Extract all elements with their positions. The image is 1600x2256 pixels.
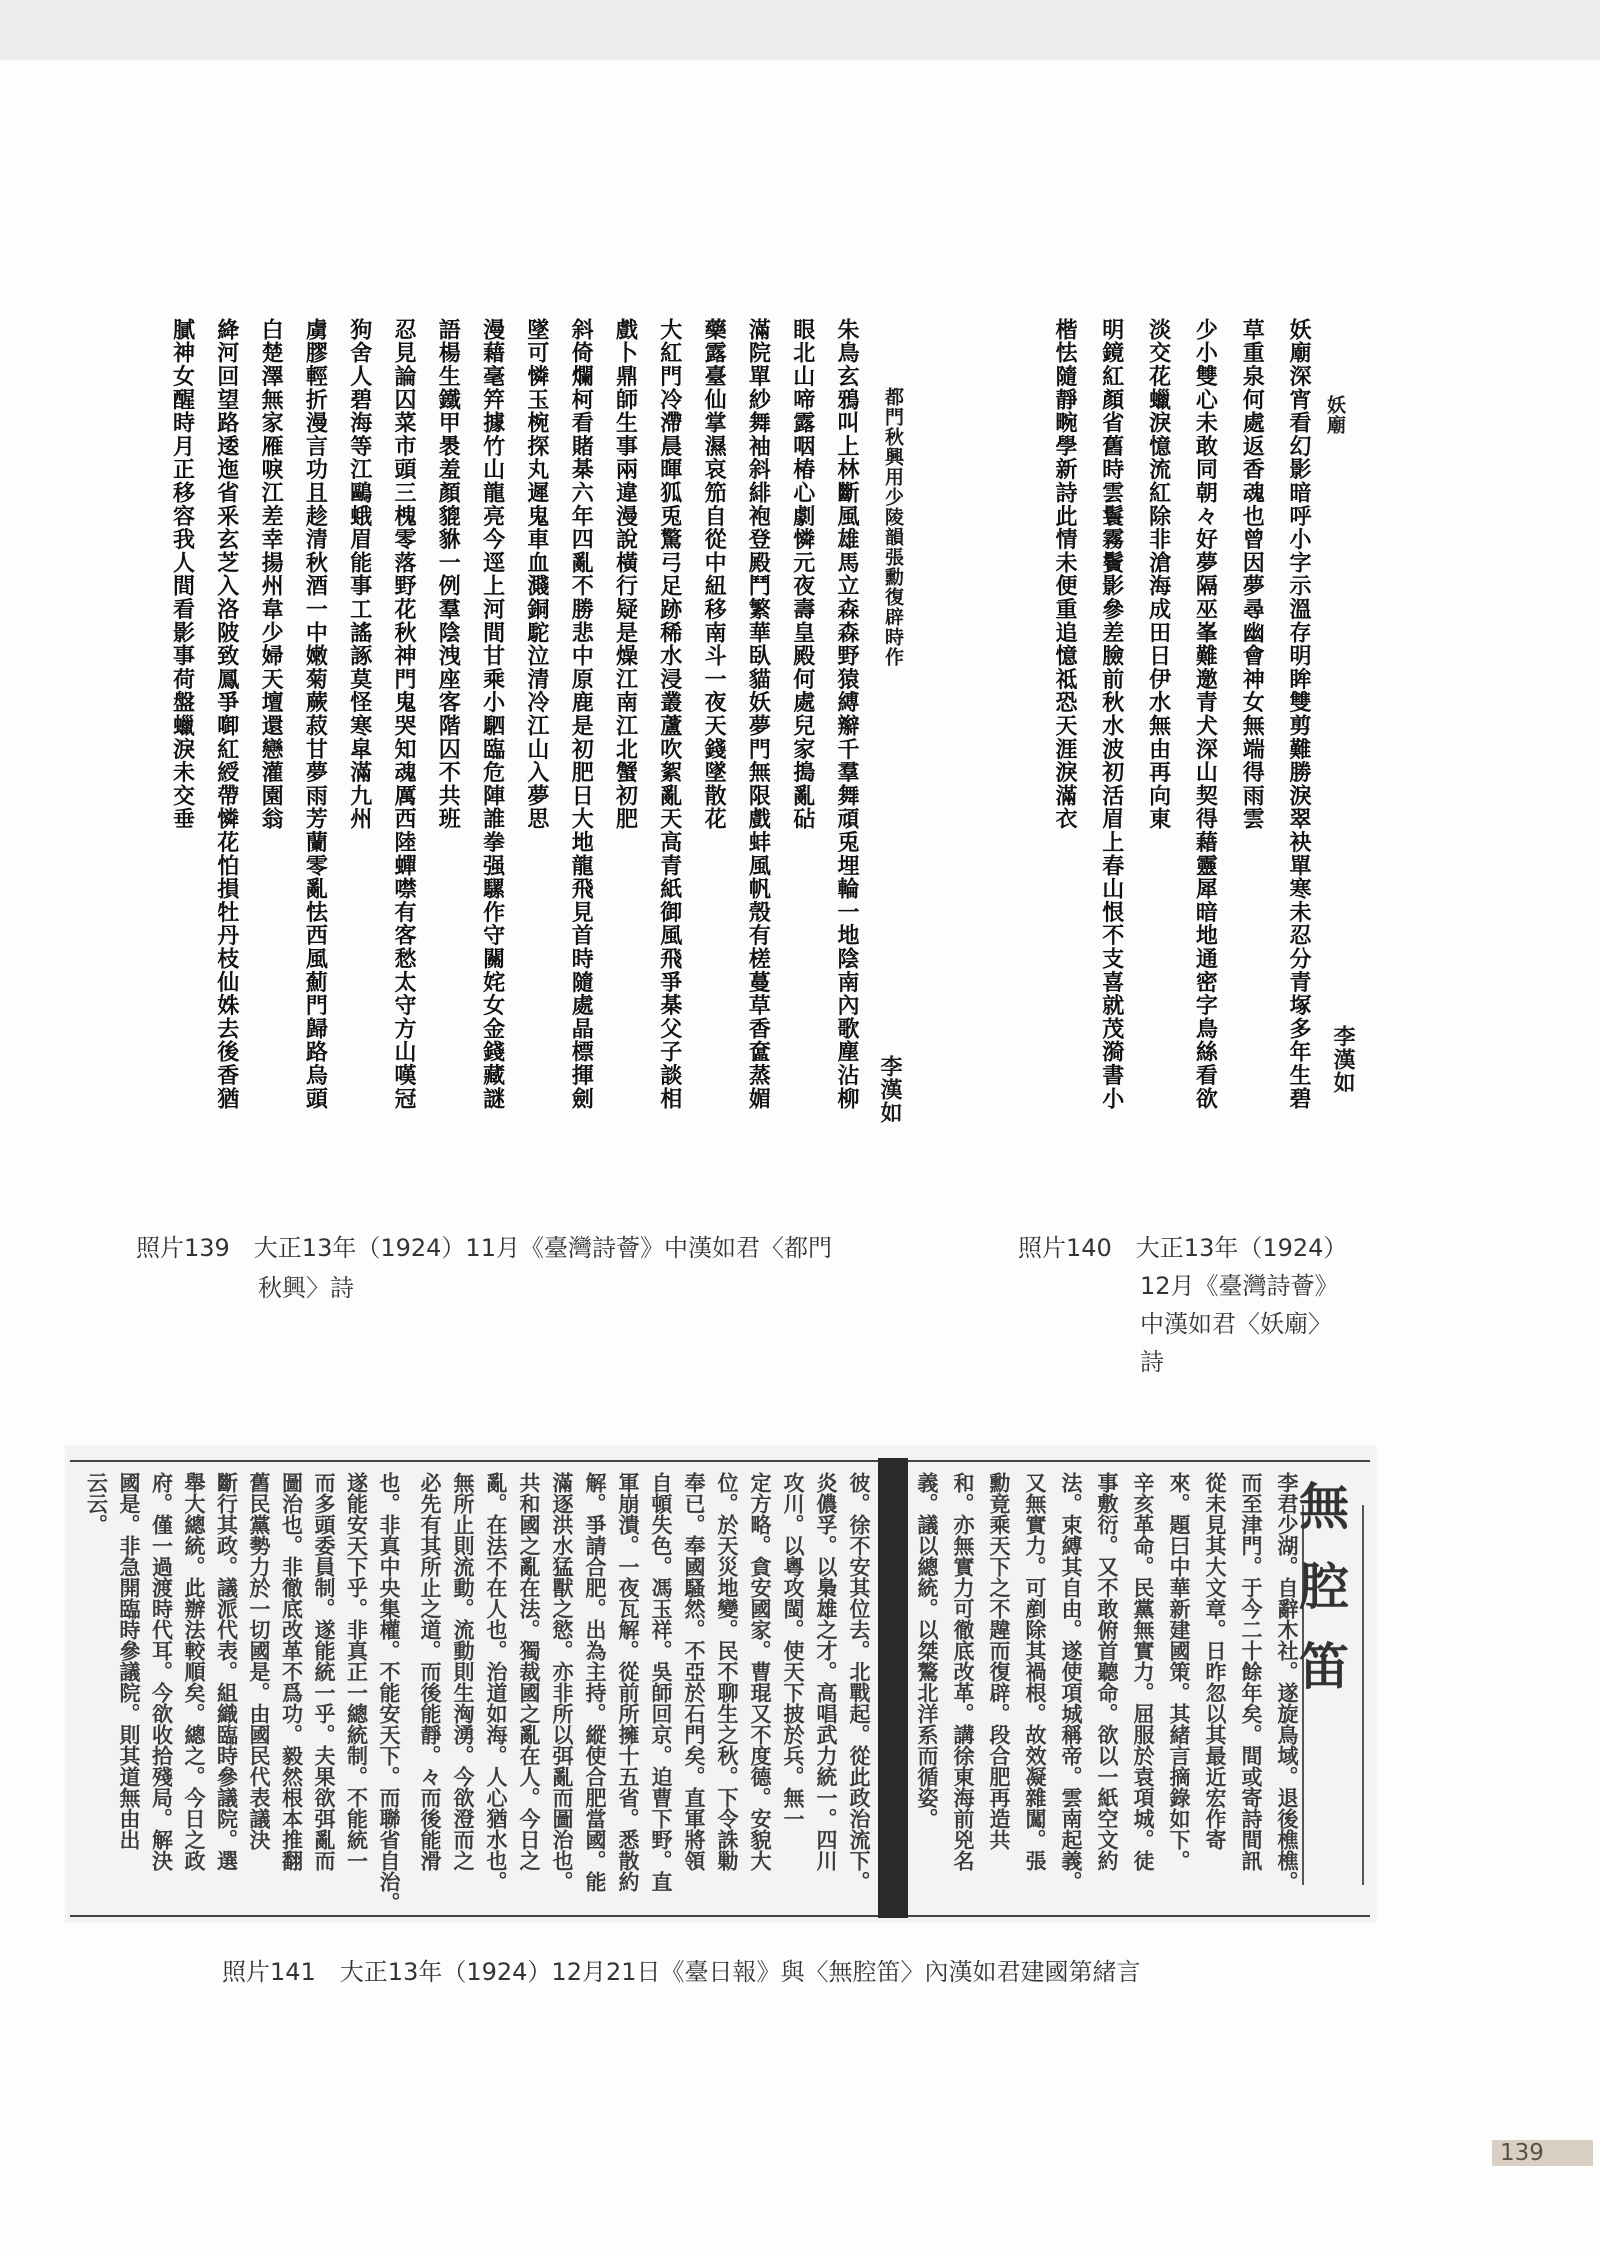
text-column: 從未見其大文章。日昨忽以其最近宏作寄 <box>1203 1472 1228 1850</box>
clipping-top-rule <box>70 1460 1370 1462</box>
text-column: 軍崩潰。一夜瓦解。從前所擁十五省。悉散約 <box>616 1472 641 1892</box>
text-column: 虜膠輕折漫言功且趁清秋酒一中嫩菊蕨菽甘夢雨芳蘭零亂怯西風薊門歸路烏頭 <box>302 318 329 1111</box>
text-column: 遂能安天下乎。非真正一總統制。不能統一 <box>344 1472 370 1871</box>
text-column: 戲卜鼎師生事兩違漫說橫行疑是燥江南江北蟹初肥 <box>612 318 639 831</box>
caption-photo-139-line2: 秋興〉詩 <box>258 1274 354 1302</box>
text-column: 圖治也。非徹底改革不爲功。毅然根本推翻 <box>279 1472 305 1871</box>
text-column: 眼北山啼露咽椿心劇憐元夜壽皇殿何處兒家搗亂砧 <box>789 318 816 831</box>
title-box-right-rule <box>1362 1505 1364 1885</box>
clipping-bottom-rule <box>70 1915 1370 1917</box>
text-column: 滿院單紗舞袖斜緋袍登殿鬥繁華臥貓妖夢門無限戲蚌風帆殼有槎蔓草香奩蒸媚 <box>745 318 772 1111</box>
text-column: 解。爭請合肥。出為主持。縱使合肥當國。能 <box>583 1472 608 1892</box>
text-column: 大紅門冷滯晨暉狐兎驚弓足跡稀水浸叢蘆吹絮亂天高青紙御風飛爭棊父子談相 <box>656 318 683 1111</box>
text-column: 滿逐洪水猛獸之慾。亦非所以弭亂而圖治也。 <box>550 1472 575 1892</box>
poem-title: 妖廟 <box>1324 395 1346 435</box>
text-column: 而至津門。于今二十餘年矣。間或寄詩間訊 <box>1239 1472 1264 1871</box>
text-column: 來。題曰中華新建國策。其緒言摘錄如下。 <box>1167 1472 1192 1871</box>
caption-photo-140-line4: 詩 <box>1140 1348 1164 1376</box>
text-column: 奉已。奉國騷然。不亞於石門矣。直軍將領 <box>682 1472 707 1871</box>
text-column: 漫藉毫筓據竹山龍亮今逕上河間甘乘小駟臨危陣誰拳强騾作守關姹女金錢藏謎 <box>479 318 506 1111</box>
text-column: 勳竟乘天下之不韙而復辟。段合肥再造共 <box>987 1472 1012 1850</box>
text-column: 亂。在法不在人也。治道如海。人心猶水也。 <box>484 1472 509 1892</box>
text-column: 膩神女醒時月正移容我人間看影事荷盤蠟淚未交垂 <box>169 318 196 831</box>
text-column: 斷行其政。議派代表。組織臨時參議院。選 <box>214 1472 240 1871</box>
text-column: 忍見論囚菜市頭三槐零落野花秋神門鬼哭知魂厲西陸蟬噤有客愁太守方山嘆冠 <box>391 318 417 1111</box>
text-column: 辛亥革命。民黨無實力。屈服於袁項城。徒 <box>1131 1472 1156 1871</box>
text-column: 明鏡紅顏省舊時雲鬟霧鬢影參差臉前秋水波初活眉上春山恨不支喜就茂漪書小 <box>1098 318 1125 1111</box>
text-column: 白楚澤無家雁唳江差幸揚州韋少婦天壇還戀灌園翁 <box>258 318 285 831</box>
text-column: 定方略。貪安國家。曹琨又不度德。安貌大 <box>748 1472 773 1871</box>
text-column: 云云。 <box>84 1472 110 1535</box>
clipping-title: 無腔笛 <box>1291 1480 1350 1720</box>
text-column: 炎儂孚。以梟雄之才。高唱武力統一。四川 <box>814 1472 839 1871</box>
text-column: 朱鳥玄鴉叫上林斷風雄馬立森森野猿縛辮千羣舞頑兎埋輪一地陰南內歌塵沾柳 <box>834 318 860 1111</box>
text-column: 也。非真中央集權。不能安天下。而聯省自治。 <box>377 1472 402 1913</box>
text-column: 藥露臺仙掌濕哀笳自從中紐移南斗一夜天錢墜散花 <box>701 318 728 831</box>
text-column: 李君少湖。自辭木社。遂旋鳥域。退後樵樵。 <box>1275 1472 1300 1892</box>
text-column: 墜可憐玉椀探丸遲鬼車血濺銅駝泣清冷江山入夢思 <box>523 318 550 831</box>
text-column: 楷怯隨靜畹學新詩此情未便重追憶祗恐天涯淚滿衣 <box>1052 318 1078 831</box>
text-column: 必先有其所止之道。而後能靜。々而後能滑 <box>418 1472 443 1871</box>
text-column: 無所止則流動。流動則生洶湧。今欲澄而之 <box>451 1472 476 1871</box>
text-column: 舊民黨勢力於一切國是。由國民代表議決 <box>247 1472 272 1850</box>
text-column: 國是。非急開臨時參議院。則其道無由出 <box>117 1472 142 1850</box>
text-column: 淡交花蠟淚憶流紅除非滄海成田日伊水無由再向東 <box>1145 318 1172 831</box>
text-column: 妖廟深宵看幻影暗呼小字示溫存明眸雙剪難勝淚翠袂單寒未忍分青塚多年生碧 <box>1286 318 1312 1111</box>
caption-photo-139-line1: 照片139 大正13年（1924）11月《臺灣詩薈》中漢如君〈都門 <box>136 1234 832 1262</box>
poem-author: 李漢如 <box>1330 1025 1356 1094</box>
text-column: 斜倚爛柯看賭棊六年四亂不勝悲中原鹿是初肥日大地龍飛見首時隨處晶標揮劍 <box>568 318 595 1111</box>
text-column: 共和國之亂在法。獨裁國之亂在人。今日之 <box>517 1472 542 1871</box>
text-column: 狗舍人碧海等江鷗蛾眉能事工謠諑莫怪寒皐滿九州 <box>346 318 373 831</box>
text-column: 府。僅一過渡時代耳。今欲收拾殘局。解決 <box>149 1472 175 1871</box>
text-column: 絳河回望路逶迤省釆玄芝入洛陂致鳳爭啣紅綬帶憐花怕損牡丹枝仙姝去後香猶 <box>213 318 240 1111</box>
text-column: 位。於天災地變。民不聊生之秋。下令誅勦 <box>715 1472 740 1871</box>
text-column: 彼。徐不安其位去。北戰起。從此政治流下。 <box>847 1472 872 1892</box>
text-column: 事敷衍。又不敢俯首聽命。欲以一紙空文約 <box>1095 1472 1120 1871</box>
scan-top-band <box>0 0 1600 60</box>
text-column: 語楊生鐵甲褁羞顏貔貅一例羣陰洩座客階囚不共班 <box>435 318 462 831</box>
caption-photo-140-line1: 照片140 大正13年（1924） <box>1018 1234 1348 1262</box>
text-column: 而多頭委員制。遂能統一乎。夫果欲弭亂而 <box>312 1472 337 1871</box>
text-column: 義。議以總統。以桀驁北洋系而循姿。 <box>915 1472 940 1829</box>
text-column: 攻川。以粵攻閩。使天下披於兵。無一 <box>781 1472 806 1829</box>
text-column: 又無實力。可剷除其禍根。故效凝雜闖。張 <box>1023 1472 1048 1871</box>
text-column: 和。亦無實力可徹底改革。講徐東海前兇名 <box>951 1472 976 1871</box>
poem-author: 李漢如 <box>877 1055 903 1124</box>
text-column: 舉大總統。此辦法較順矣。總之。今日之政 <box>182 1472 207 1871</box>
caption-photo-140-line3: 中漢如君〈妖廟〉 <box>1140 1310 1332 1338</box>
text-column: 自頓失色。馮玉祥。吳師回京。迫曹下野。直 <box>649 1472 674 1892</box>
poem-title: 都門秋興用少陵韻張勳復辟時作 <box>882 387 904 667</box>
caption-photo-141: 照片141 大正13年（1924）12月21日《臺日報》與〈無腔笛〉內漢如君建國第緒言 <box>222 1958 1141 1986</box>
caption-photo-140-line2: 12月《臺灣詩薈》 <box>1140 1272 1339 1300</box>
text-column: 草重泉何處返香魂也曾因夢尋幽會神女無端得雨雲 <box>1239 318 1266 831</box>
text-column: 少小雙心未敢同朝々好夢隔巫峯難邀青犬深山契得藉靈犀暗地通密字鳥絲看欲 <box>1192 318 1219 1111</box>
page-number: 139 <box>1492 2140 1593 2166</box>
text-column: 法。束縛其自由。遂使項城稱帝。雲南起義。 <box>1059 1472 1084 1892</box>
clipping-dark-column <box>878 1458 908 1918</box>
